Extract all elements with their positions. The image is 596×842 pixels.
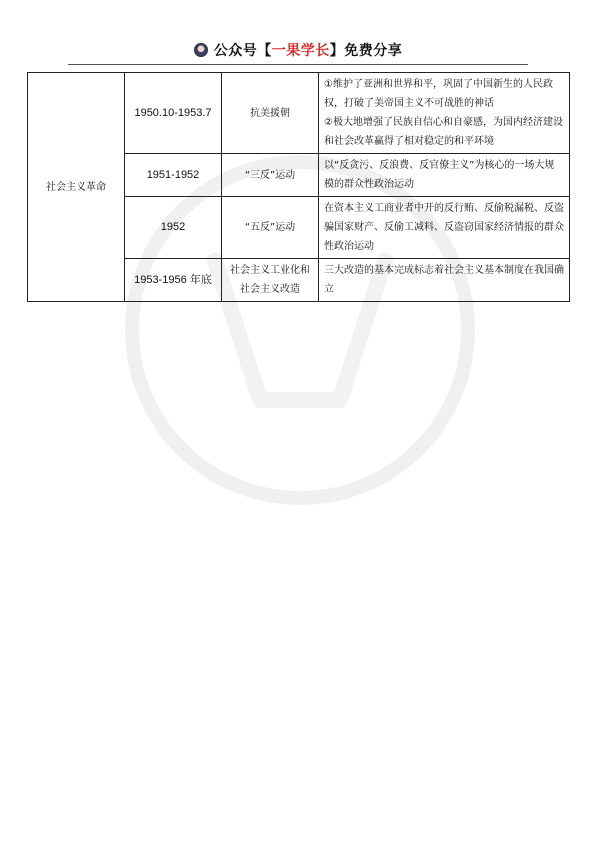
page-header — [0, 38, 596, 62]
header-brand: 一果学长 — [271, 43, 330, 59]
period-cell: 1953-1956 年底 — [125, 259, 222, 302]
header-prefix: 公众号 — [213, 43, 258, 59]
significance-cell: 三大改造的基本完成标志着社会主义基本制度在我国确立 — [319, 259, 570, 302]
section-cell: 社会主义革命 — [28, 73, 125, 302]
header-divider — [68, 64, 528, 65]
event-cell: 社会主义工业化和社会主义改造 — [222, 259, 319, 302]
period-cell: 1952 — [125, 197, 222, 259]
significance-cell: ①维护了亚洲和世界和平，巩固了中国新生的人民政权，打破了美帝国主义不可战胜的神话 ②极大地增强了民族自信心和自豪感，为国内经济建设和社会改革赢得了相对稳定的和平环境 — [319, 73, 570, 154]
period-cell: 1951-1952 — [125, 154, 222, 197]
event-cell: “三反”运动 — [222, 154, 319, 197]
avatar-icon — [194, 43, 208, 57]
significance-cell: 在资本主义工商业者中开的反行贿、反偷税漏税、反盗骗国家财产、反偷工减料、反盗窃国家经济情报的群众性政治运动 — [319, 197, 570, 259]
header-bracket-close: 】 — [329, 43, 345, 59]
event-cell: 抗美援朝 — [222, 73, 319, 154]
history-table — [27, 72, 570, 302]
event-cell: “五反”运动 — [222, 197, 319, 259]
significance-cell: 以“反贪污、反浪费、反官僚主义”为核心的一场大规模的群众性政治运动 — [319, 154, 570, 197]
table-row — [28, 73, 570, 154]
header-suffix: 免费分享 — [344, 43, 403, 59]
header-bracket-open: 【 — [257, 43, 272, 59]
period-cell: 1950.10-1953.7 — [125, 73, 222, 154]
